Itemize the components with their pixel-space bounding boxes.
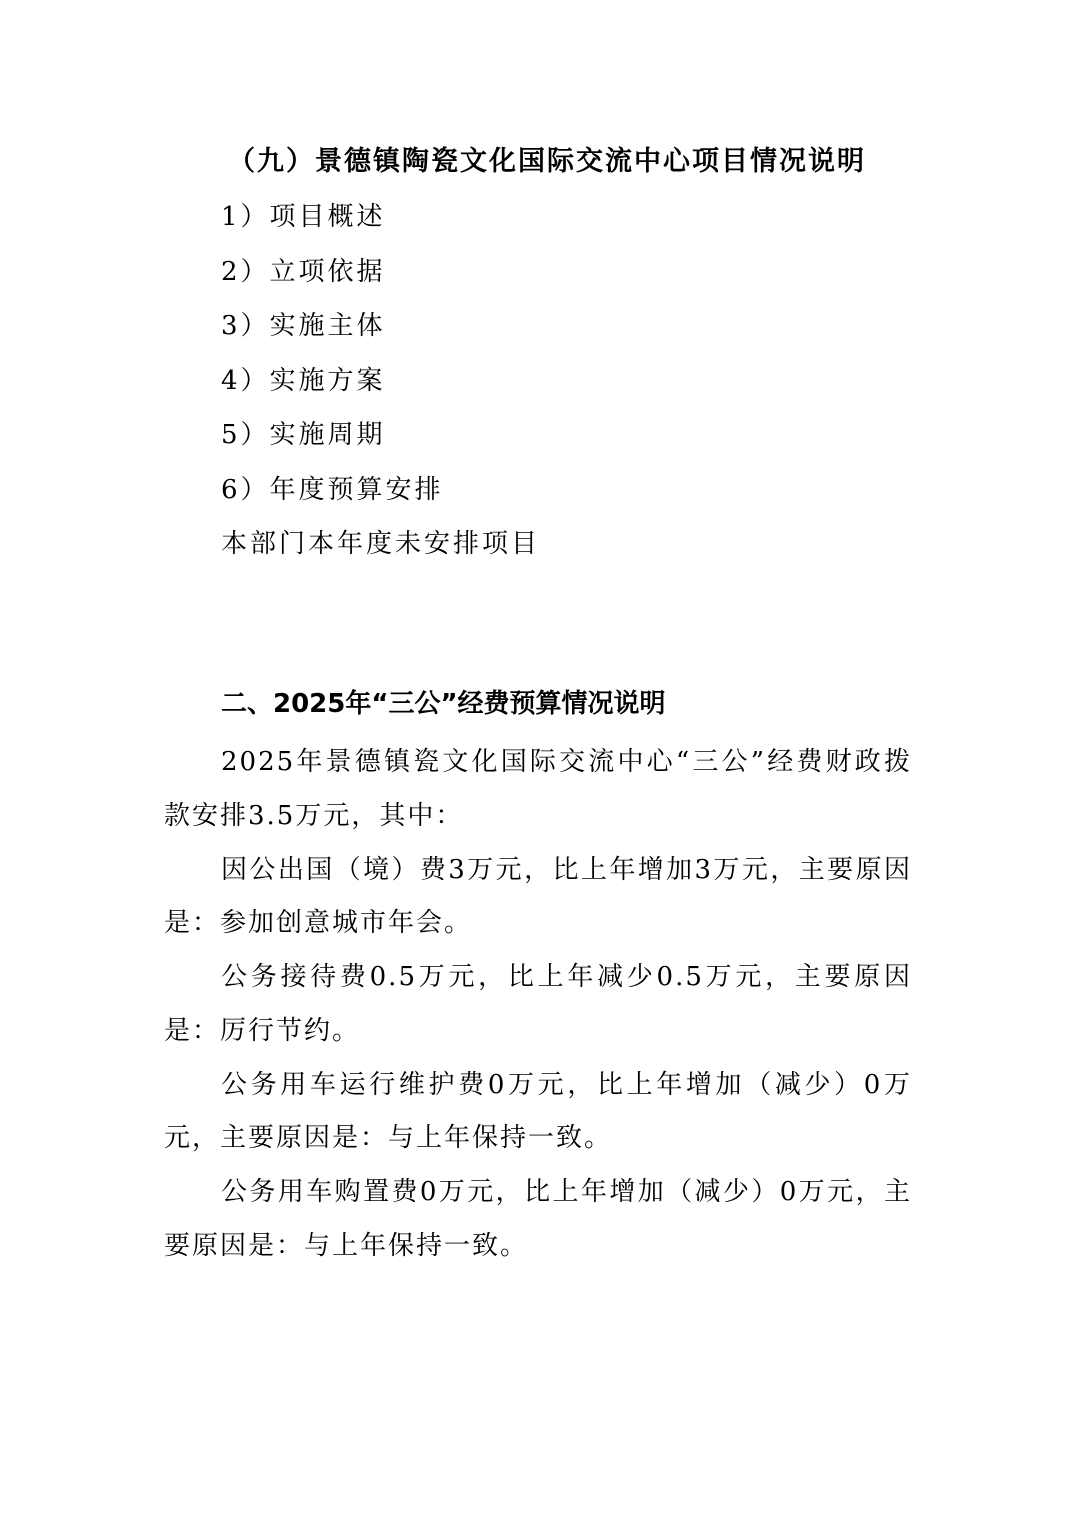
list-item: 2）立项依据 bbox=[221, 256, 386, 287]
paragraph-reception: 公务接待费0.5万元，比上年减少0.5万元，主要原因是：厉行节约。 bbox=[164, 962, 912, 1046]
paragraph-total: 2025年景德镇瓷文化国际交流中心“三公”经费财政拨款安排3.5万元，其中： bbox=[164, 747, 912, 831]
list-item: 4）实施方案 bbox=[221, 365, 386, 396]
project-outline-list bbox=[221, 198, 921, 580]
section-title: （九）景德镇陶瓷文化国际交流中心项目情况说明 bbox=[228, 146, 866, 177]
list-item: 3）实施主体 bbox=[221, 311, 386, 341]
part-two-heading: 二、2025年“三公”经费预算情况说明 bbox=[221, 689, 666, 719]
paragraph-overseas-travel: 因公出国（境）费3万元，比上年增加3万元，主要原因是：参加创意城市年会。 bbox=[164, 854, 912, 938]
list-item: 5）实施周期 bbox=[221, 420, 386, 450]
list-item: 6）年度预算安排 bbox=[221, 474, 444, 505]
part-two-body bbox=[164, 736, 912, 1274]
paragraph-vehicle-purchase: 公务用车购置费0万元，比上年增加（减少）0万元，主要原因是：与上年保持一致。 bbox=[164, 1177, 912, 1261]
list-item-note: 本部门本年度未安排项目 bbox=[221, 529, 541, 559]
paragraph-vehicle-maintenance: 公务用车运行维护费0万元，比上年增加（减少）0万元，主要原因是：与上年保持一致。 bbox=[164, 1069, 912, 1153]
list-item: 1）项目概述 bbox=[221, 202, 386, 232]
